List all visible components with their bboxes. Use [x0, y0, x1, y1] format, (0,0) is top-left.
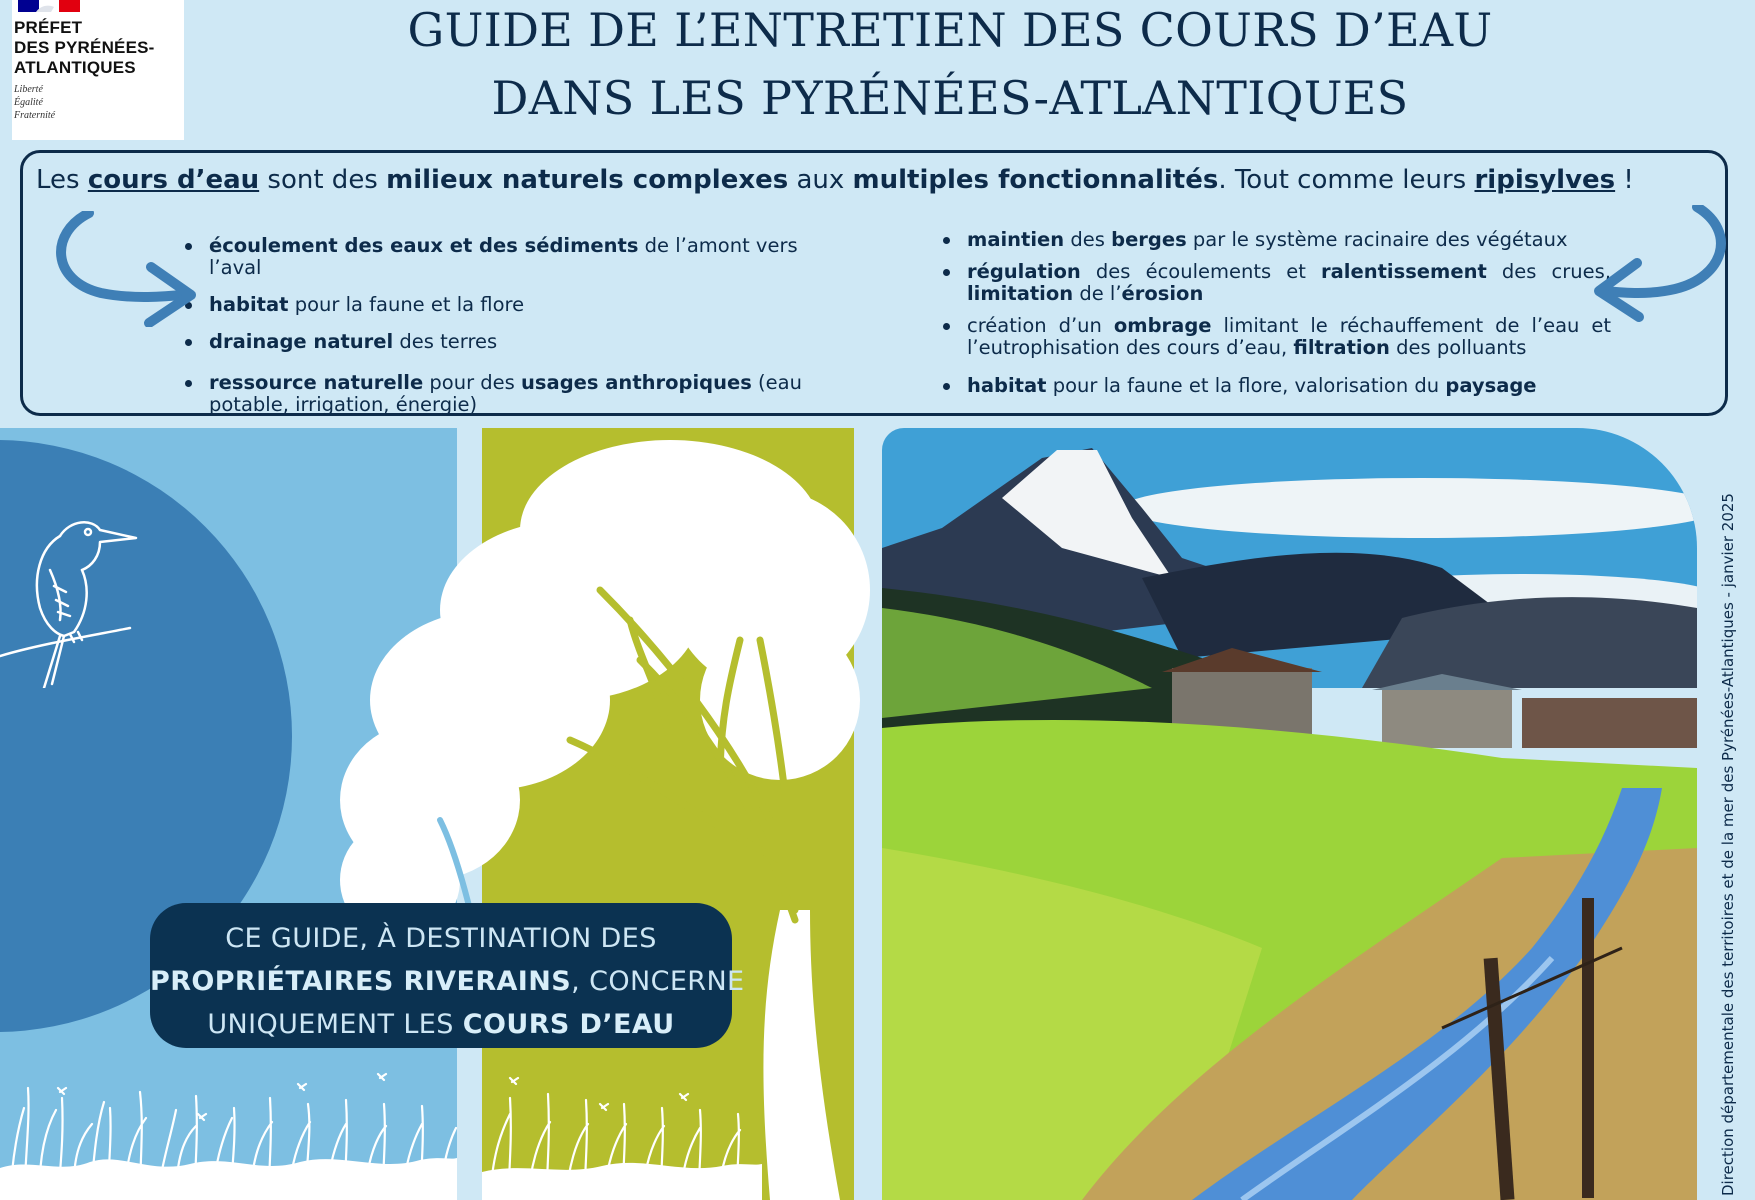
list-item-bold: drainage naturel: [209, 330, 394, 353]
intro-keyword-multiples: multiples fonctionnalités: [852, 165, 1219, 195]
list-item-text: création d’un: [967, 314, 1114, 337]
banner-line-3: [150, 1003, 732, 1046]
functions-box: [20, 150, 1728, 416]
list-item-bold: érosion: [1121, 282, 1204, 305]
list-item-bold: habitat: [967, 374, 1047, 397]
banner-line-2: [150, 960, 745, 1003]
tree-silhouette-icon: [340, 440, 885, 1200]
intro-text: sont des: [259, 165, 387, 195]
list-item: [941, 315, 1611, 359]
page-title-line-2: DANS LES PYRÉNÉES-ATLANTIQUES: [491, 71, 1409, 125]
list-item-text: pour des: [423, 371, 522, 394]
list-item: [183, 331, 853, 353]
ripisylve-functions-list: [941, 229, 1611, 397]
list-item-text: des: [1064, 228, 1112, 251]
list-item-bold: ombrage: [1113, 314, 1212, 337]
list-item: [183, 372, 853, 416]
banner-text: , CONCERNE: [571, 966, 745, 997]
list-item: [941, 261, 1611, 305]
list-item-text: pour la faune et la flore, valorisation du: [1046, 374, 1446, 397]
list-item-bold: filtration: [1293, 336, 1390, 359]
intro-keyword-ripisylves: ripisylves: [1474, 165, 1616, 195]
banner-bold-text: COURS D’EAU: [462, 1009, 675, 1040]
list-item-text: de l’: [1073, 282, 1122, 305]
list-item: [183, 235, 853, 279]
list-item: [941, 375, 1611, 397]
banner-bold-text: PROPRIÉTAIRES RIVERAINS: [150, 966, 572, 997]
list-item-text: pour la faune et la flore: [288, 293, 525, 316]
prefecture-logo: [12, 0, 184, 140]
list-item-text: (eau potable, irrigation, énergie): [209, 371, 802, 416]
page-title-line-1: GUIDE DE L’ENTRETIEN DES COURS D’EAU: [407, 3, 1493, 57]
list-item-bold: ressource naturelle: [209, 371, 424, 394]
intro-text: Les: [36, 165, 88, 195]
intro-keyword-cours-eau: cours d’eau: [87, 165, 260, 195]
landscape-painting-image: [882, 428, 1697, 1200]
banner-text: UNIQUEMENT LES: [207, 1009, 463, 1040]
intro-text: aux: [788, 165, 853, 195]
logo-motto-2: Égalité: [14, 97, 43, 108]
list-item-text: des crues,: [1486, 260, 1611, 283]
logo-motto-1: Liberté: [14, 84, 43, 95]
curved-arrow-left-icon: [41, 211, 211, 327]
list-item-text: limitant le réchauffement de l’eau et l’eutrophisation des cours d’eau,: [967, 314, 1611, 359]
marianne-flag-icon: [18, 0, 80, 12]
list-item-text: des écoulements et: [1080, 260, 1322, 283]
logo-motto-3: Fraternité: [14, 110, 56, 121]
list-item-bold: paysage: [1445, 374, 1537, 397]
banner-line-1: CE GUIDE, À DESTINATION DES: [225, 923, 657, 954]
river-landscape-illustration: [882, 428, 1697, 1200]
list-item-bold: limitation: [967, 282, 1074, 305]
list-item-bold: ralentissement: [1321, 260, 1487, 283]
list-item-text: de l’amont vers l’aval: [209, 234, 798, 279]
curved-arrow-right-icon: [1589, 205, 1739, 325]
list-item-bold: usages anthropiques: [521, 371, 752, 394]
intro-text: . Tout comme leurs: [1218, 165, 1475, 195]
list-item-bold: régulation: [967, 260, 1081, 283]
list-item-bold: berges: [1111, 228, 1187, 251]
list-item: [941, 229, 1611, 251]
logo-line-2: DES PYRÉNÉES-: [14, 38, 155, 57]
list-item-bold: maintien: [967, 228, 1065, 251]
intro-text: !: [1615, 165, 1634, 195]
intro-keyword-milieux: milieux naturels complexes: [386, 165, 789, 195]
intro-sentence: [36, 162, 1716, 198]
logo-line-1: PRÉFET: [14, 18, 83, 37]
list-item-text: des polluants: [1389, 336, 1527, 359]
list-item-text: des terres: [393, 330, 498, 353]
list-item: [183, 294, 853, 316]
river-functions-list: [183, 235, 853, 416]
kingfisher-bird-icon: [0, 508, 140, 688]
credit-vertical-text: Direction départementale des territoires et de la mer des Pyrénées-Atlantiques - janvier 2025: [1719, 493, 1737, 1196]
list-item-bold: habitat: [209, 293, 289, 316]
list-item-bold: écoulement des eaux et des sédiments: [209, 234, 639, 257]
logo-line-3: ATLANTIQUES: [14, 58, 136, 77]
list-item-text: par le système racinaire des végétaux: [1186, 228, 1568, 251]
guide-audience-banner: [150, 903, 745, 1048]
